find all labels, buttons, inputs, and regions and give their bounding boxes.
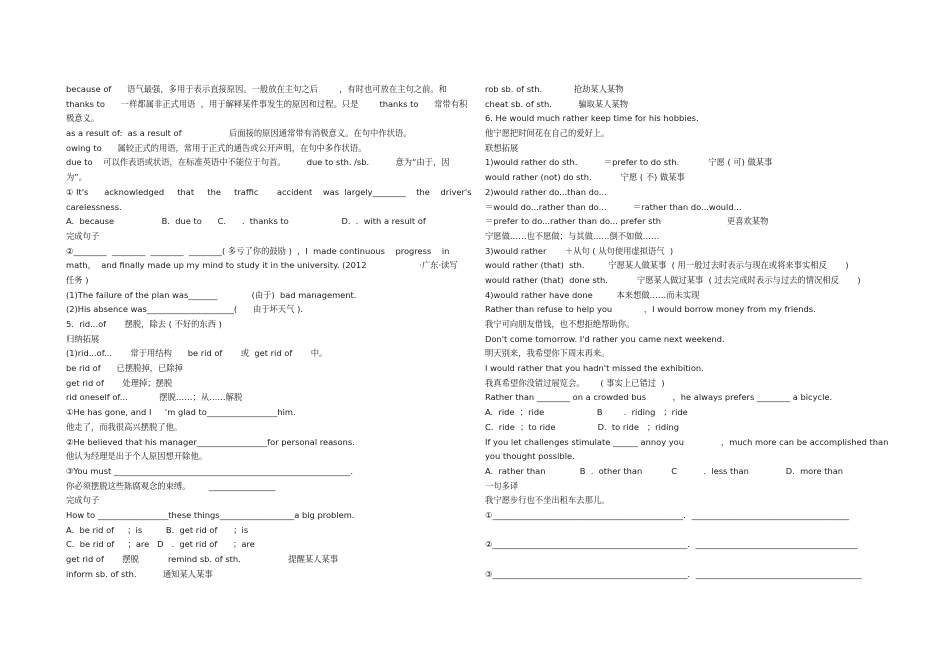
left-text-column <box>66 82 472 581</box>
text-line: math， and finally made up my mind to study it in the university. (2012 ·广东·读写 <box>66 260 458 271</box>
text-line: Don't come tomorrow. I'd rather you came next weekend. <box>485 333 725 344</box>
text-line: as a result of: as a result of 后面接的原因通常带有消极意义。在句中作状语。 <box>66 128 412 139</box>
text-line: 我真希望你没错过展览会。 ( 事实上已错过 ) <box>485 377 665 388</box>
text-line: I would rather that you hadn't missed the exhibition. <box>485 363 704 374</box>
text-line: ②_______________________________________________．_______________________________________ <box>485 539 858 550</box>
text-line: 宁愿做……也不愿做；与其做……倒不如做…… <box>485 230 660 241</box>
text-line: ③You must _________________________________________________________. <box>66 465 354 476</box>
text-line: you thought possible. <box>485 451 575 462</box>
text-line: 我宁愿步行也不坐出租车去那儿。 <box>485 495 610 506</box>
text-line: 完成句子 <box>66 495 100 506</box>
text-line: 3)would rather ＋从句 ( 从句使用虚拟语气 ) <box>485 245 674 256</box>
text-line: ①He has gone, and I ’m glad to_________________him. <box>66 407 296 418</box>
text-line: rob sb. of sth. 抢劫某人某物 <box>485 84 624 94</box>
text-line: 他认为经理是出于个人原因想开除他。 <box>66 451 208 462</box>
text-line: 任务 ) <box>66 274 89 285</box>
text-line: 1)would rather do sth. ＝prefer to do sth. 宁愿 ( 可) 做某事 <box>485 157 773 168</box>
text-line: 归纳拓展 <box>66 333 100 344</box>
text-line: owing to 属较正式的用语，常用于正式的通告或公开声明，在句中多作状语。 <box>66 142 367 153</box>
text-line: (2)His absence was_____________________( 由于坏天气 ). <box>66 304 303 315</box>
text-line: cheat sb. of sth. 骗取某人某物 <box>485 98 629 109</box>
text-line: would rather (that) done sth. 宁愿某人做过某事 ( 过去完成时表示与过去的情况相反 ) <box>485 274 861 285</box>
text-line: 你必须摆脱这些陈腐观念的束缚。 ________________ <box>66 480 276 491</box>
text-line: C. be rid of ；are D . get rid of ；are <box>66 539 255 550</box>
text-line <box>485 552 880 567</box>
text-line: A. rather than B . other than C . less than D. more than <box>485 465 844 476</box>
text-line: 4)would rather have done 本来想做……而未实现 <box>485 289 700 300</box>
text-line: 6. He would much rather keep time for his hobbies. <box>485 113 699 124</box>
text-line: ＝prefer to do...rather than do... prefer sth 更喜欢某物 <box>485 216 769 227</box>
text-line: 极意义。 <box>66 113 100 124</box>
text-line: If you let challenges stimulate ______ annoy you ，much more can be accomplished than <box>485 436 889 447</box>
text-line: ① It's acknowledged that the traffic accident was largely________ the driver's <box>66 186 472 197</box>
text-line: ③_______________________________________________．________________________________________ <box>485 568 862 579</box>
text-line: ①______________________________________________．______________________________________ <box>485 509 850 520</box>
text-line: 为”。 <box>66 172 87 183</box>
right-text-column <box>485 82 889 581</box>
text-line <box>485 523 880 538</box>
text-line: rid oneself of... 摆脱……；从……解脱 <box>66 392 243 403</box>
text-line: 2)would rather do...than do... <box>485 186 607 197</box>
text-line: C. ride ；to ride D. to ride ；riding <box>485 421 679 432</box>
text-line: due to 可以作表语或状语，在标准英语中不能位于句首。 due to sth. /sb. 意为“由于，因 <box>66 157 450 168</box>
text-line: (1)rid...of... 常于用结构 be rid of 或 get rid of 中。 <box>66 348 328 359</box>
text-line: (1)The failure of the plan was_______ (由于) bad management. <box>66 289 357 300</box>
text-line: 联想拓展 <box>485 142 519 153</box>
text-line: Rather than refuse to help you ，I would borrow money from my friends. <box>485 304 816 315</box>
text-line: 完成句子 <box>66 230 100 241</box>
text-line: ＝would do...rather than do... ＝rather than do...would... <box>485 201 742 212</box>
text-line: get rid of 摆脱 remind sb. of sth. 提醒某人某事 <box>66 554 339 564</box>
text-line: A. because B. due to C. . thanks to D. . with a result of <box>66 216 426 227</box>
text-line: 我宁可向朋友借钱，也不想拒绝帮助你。 <box>485 319 635 329</box>
text-line: would rather (that) sth. 宁愿某人做某事 ( 用一般过去时表示与现在或将来事实相反 ) <box>485 260 849 271</box>
text-line: A. ride ；ride B . riding ；ride <box>485 407 688 418</box>
text-line: ②________ ________ ________ ________( 多亏了你的鼓励 ) ，I made continuous progress in <box>66 245 450 256</box>
text-line: carelessness. <box>66 201 122 212</box>
text-line: ②He believed that his manager_________________for personal reasons. <box>66 436 355 447</box>
text-line: 明天别来，我希望你下周末再来。 <box>485 348 610 359</box>
text-line: 一句多译 <box>485 480 519 491</box>
text-line: How to _________________these things__________________a big problem. <box>66 509 355 520</box>
text-line: be rid of 已摆脱掉，已除掉 <box>66 363 183 374</box>
text-line: thanks to 一样都属非正式用语 ，用于解释某件事发生的原因和过程。只是 thanks to 常带有积 <box>66 98 468 109</box>
text-line: get rid of 处理掉；摆脱 <box>66 377 173 388</box>
text-line: because of 语气最强，多用于表示直接原因。一般放在主句之后 ，有时也可放在主句之前。和 <box>66 84 447 94</box>
text-line: would rather (not) do sth. 宁愿 ( 不) 做某事 <box>485 172 685 183</box>
text-line: 5. rid...of 摆脱，除去 ( 不好的东西 ) <box>66 319 222 329</box>
text-line: 他走了，而我很高兴摆脱了他。 <box>66 421 183 432</box>
text-line: 他宁愿把时间花在自己的爱好上。 <box>485 128 610 139</box>
text-line: Rather than ________ on a crowded bus ，he always prefers ________ a bicycle. <box>485 392 833 403</box>
text-line: A. be rid of ；is B. get rid of ；is <box>66 524 249 535</box>
text-line: inform sb. of sth. 通知某人某事 <box>66 568 213 579</box>
